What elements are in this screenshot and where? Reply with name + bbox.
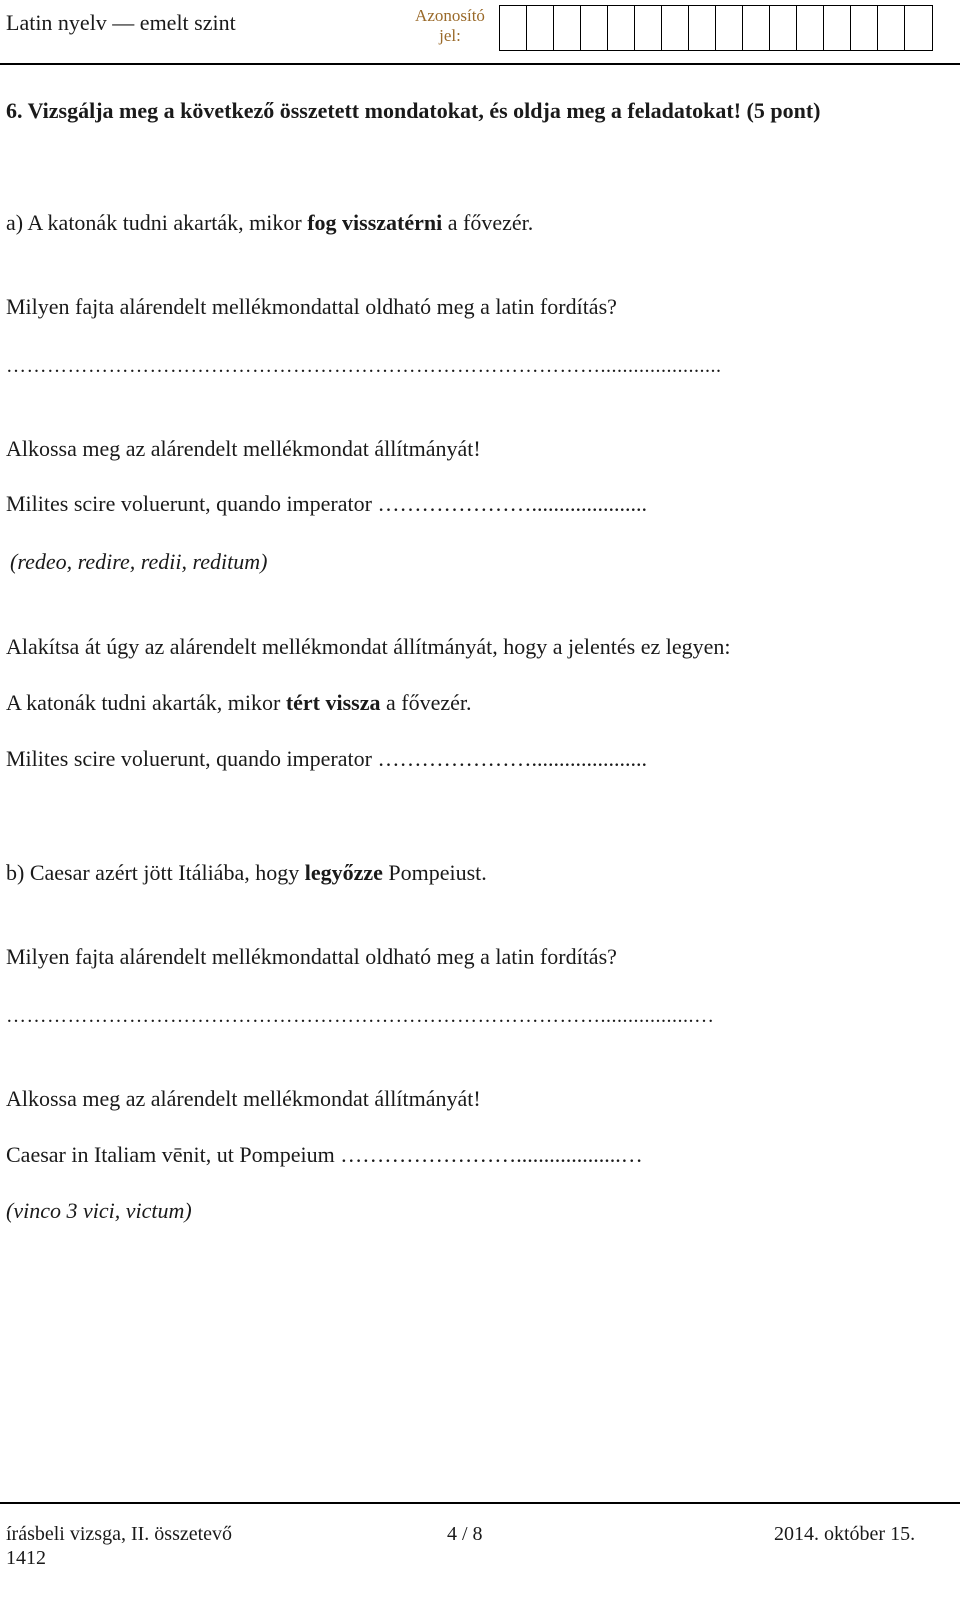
part-a-meaning-post: a fővezér. <box>380 690 472 715</box>
part-b-sentence-pre: b) Caesar azért jött Itáliába, hogy <box>6 860 305 885</box>
id-label <box>405 6 495 46</box>
id-code-box[interactable] <box>689 6 716 50</box>
id-code-box[interactable] <box>500 6 527 50</box>
id-code-box[interactable] <box>743 6 770 50</box>
id-code-box[interactable] <box>824 6 851 50</box>
part-a-sentence-post: a fővezér. <box>442 210 534 235</box>
footer-left: írásbeli vizsga, II. összetevő <box>6 1523 233 1545</box>
part-b-latin[interactable]: Caesar in Italiam vēnit, ut Pompeium ……………………...................… <box>6 1142 643 1167</box>
part-b-sentence-bold: legyőzze <box>304 860 383 885</box>
header-rule <box>0 63 960 65</box>
id-code-box[interactable] <box>716 6 743 50</box>
id-code-box[interactable] <box>662 6 689 50</box>
part-b-question: Milyen fajta alárendelt mellékmondattal oldható meg a latin fordítás? <box>6 944 617 969</box>
part-b-answer-line[interactable]: …………………………………………………………………………….................… <box>6 1005 715 1027</box>
id-code-box[interactable] <box>905 6 932 50</box>
part-a-instruction: Alkossa meg az alárendelt mellékmondat állítmányát! <box>6 436 481 461</box>
footer-date: 2014. október 15. <box>774 1523 916 1545</box>
part-a-sentence-bold: fog visszatérni <box>307 210 443 235</box>
part-a-question: Milyen fajta alárendelt mellékmondattal oldható meg a latin fordítás? <box>6 294 617 319</box>
part-a-latin2[interactable]: Milites scire voluerunt, quando imperator …………………..................... <box>6 746 647 771</box>
part-b-hint: (vinco 3 vici, victum) <box>6 1198 192 1223</box>
part-a-instruction2: Alakítsa át úgy az alárendelt mellékmondat állítmányát, hogy a jelentés ez legyen: <box>6 634 731 659</box>
id-code-box[interactable] <box>527 6 554 50</box>
id-code-box[interactable] <box>797 6 824 50</box>
part-a-hint: (redeo, redire, redii, reditum) <box>10 549 268 574</box>
id-code-box[interactable] <box>581 6 608 50</box>
task-title: 6. Vizsgálja meg a következő összetett mondatokat, és oldja meg a feladatokat! (5 pont) <box>6 98 821 123</box>
part-a-sentence <box>6 210 533 236</box>
part-a-sentence-pre: a) A katonák tudni akarták, mikor <box>6 210 308 235</box>
id-label-line1: Azonosító <box>415 6 485 25</box>
id-code-box[interactable] <box>851 6 878 50</box>
part-b-instruction: Alkossa meg az alárendelt mellékmondat állítmányát! <box>6 1086 481 1111</box>
id-code-box[interactable] <box>878 6 905 50</box>
part-a-meaning-bold: tért vissza <box>285 690 381 715</box>
subject-title: Latin nyelv — emelt szint <box>6 10 236 35</box>
part-a-answer-line[interactable]: ……………………………………………………………………………...................... <box>6 355 722 377</box>
id-code-box[interactable] <box>554 6 581 50</box>
id-code-box[interactable] <box>635 6 662 50</box>
id-label-line2: jel: <box>439 26 461 45</box>
part-a-latin1[interactable]: Milites scire voluerunt, quando imperator …………………..................... <box>6 491 647 516</box>
part-a-meaning <box>6 690 472 716</box>
id-code-box[interactable] <box>770 6 797 50</box>
part-a-meaning-pre: A katonák tudni akarták, mikor <box>6 690 286 715</box>
id-code-boxes[interactable] <box>499 5 933 51</box>
footer-rule <box>0 1502 960 1504</box>
footer-code: 1412 <box>6 1547 46 1569</box>
id-code-box[interactable] <box>608 6 635 50</box>
part-b-sentence-post: Pompeiust. <box>382 860 487 885</box>
part-b-sentence <box>6 860 487 886</box>
footer-page: 4 / 8 <box>447 1523 483 1545</box>
